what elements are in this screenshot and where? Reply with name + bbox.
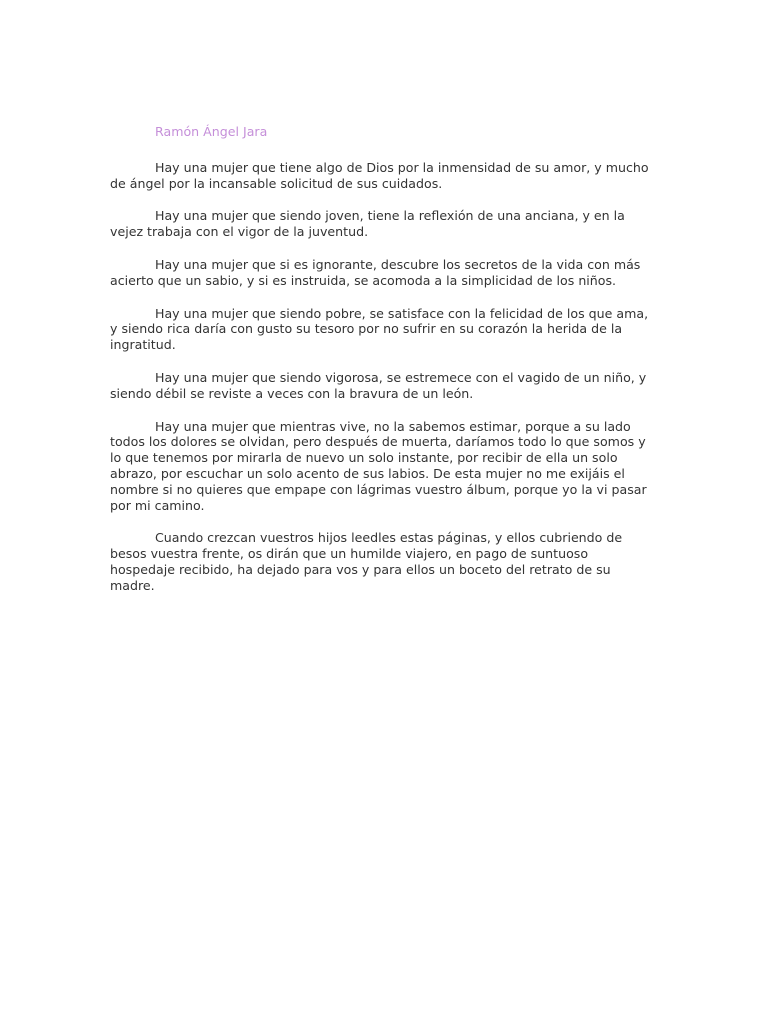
paragraph-6: Hay una mujer que mientras vive, no la sabemos estimar, porque a su lado todos los dolores se olvidan, pero después de muerta, daríamos todo lo que somos y lo que tenemos por mirarla de nuevo un solo instante, por recibir de ella un solo abrazo, por escuchar un solo acento de sus labios. De esta mujer no me exijáis el nombre si no quieres que empape con lágrimas vuestro álbum, porque yo la vi pasar por mi camino. — [110, 418, 647, 513]
paragraph-2: Hay una mujer que siendo joven, tiene la reflexión de una anciana, y en la vejez trabaja con el vigor de la juventud. — [110, 208, 625, 240]
document-page — [110, 124, 655, 611]
paragraph-7: Cuando crezcan vuestros hijos leedles estas páginas, y ellos cubriendo de besos vuestra frente, os dirán que un humilde viajero, en pago de suntuoso hospedaje recibido, ha dejado para vos y para ellos un boceto del retrato de su madre. — [110, 530, 623, 593]
paragraph-4: Hay una mujer que siendo pobre, se satisface con la felicidad de los que ama, y siendo rica daría con gusto su tesoro por no sufrir en su corazón la herida de la ingratitud. — [110, 305, 649, 353]
paragraph-1: Hay una mujer que tiene algo de Dios por la inmensidad de su amor, y mucho de ángel por la incansable solicitud de sus cuidados. — [110, 159, 649, 191]
author-name: Ramón Ángel Jara — [155, 124, 268, 139]
paragraph-3: Hay una mujer que si es ignorante, descubre los secretos de la vida con más acierto que un sabio, y si es instruida, se acomoda a la simplicidad de los niños. — [110, 256, 641, 288]
paragraph-5: Hay una mujer que siendo vigorosa, se estremece con el vagido de un niño, y siendo débil se reviste a veces con la bravura de un león. — [110, 369, 647, 401]
